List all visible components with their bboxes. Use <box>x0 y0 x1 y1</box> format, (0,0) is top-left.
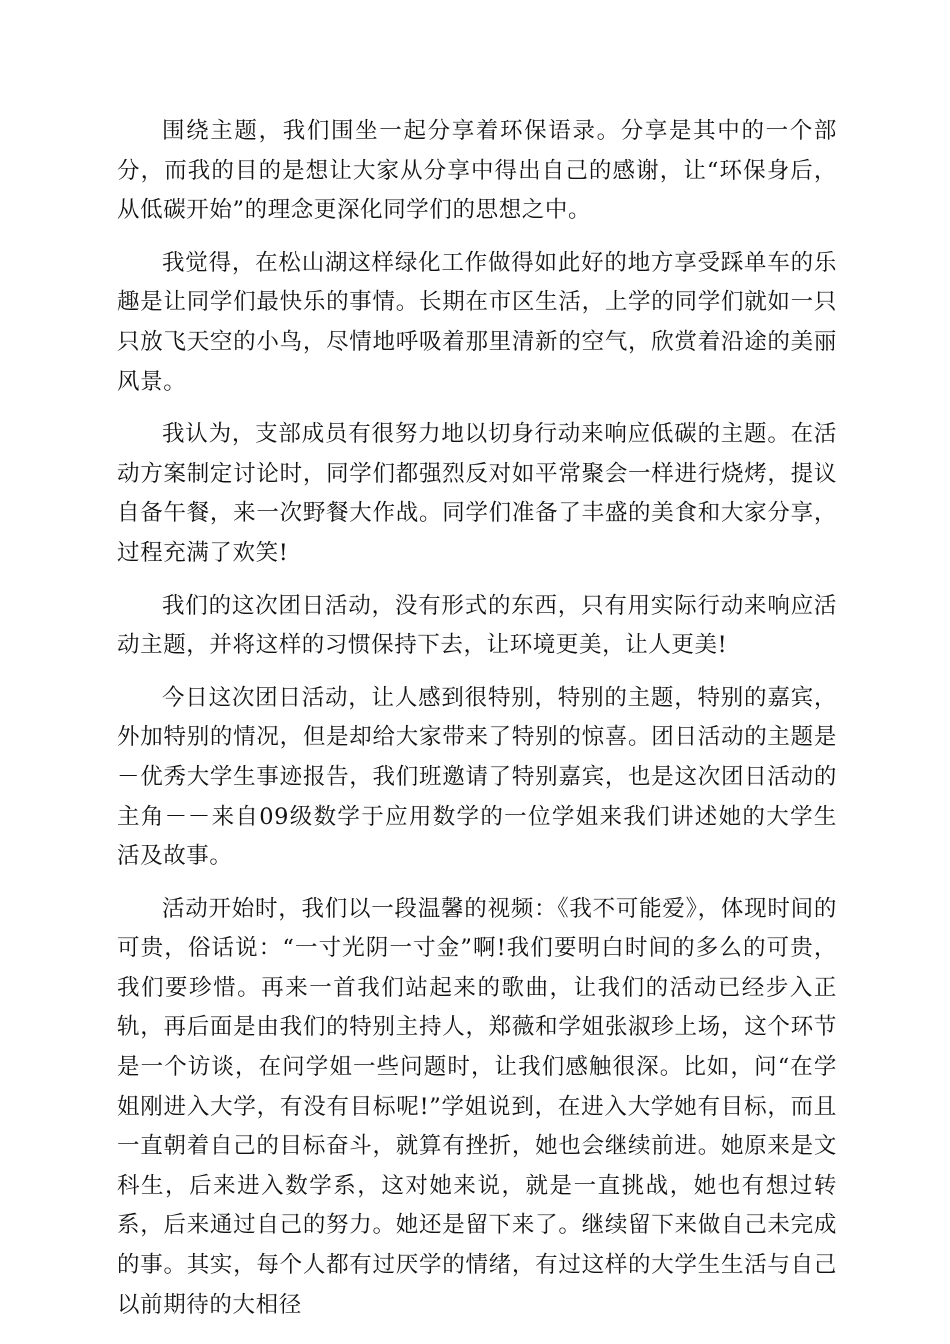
paragraph-4: 我们的这次团日活动，没有形式的东西，只有用实际行动来响应活动主题，并将这样的习惯保持下去，让环境更美，让人更美! <box>117 592 837 659</box>
paragraph-6: 活动开始时，我们以一段温馨的视频：《我不可能爱》，体现时间的可贵，俗话说：“一寸光阴一寸金”啊!我们要明白时间的多么的可贵，我们要珍惜。再来一首我们站起来的歌曲，让我们的活动已经步入正轨，再后面是由我们的特别主持人，郑薇和学姐张淑珍上场，这个环节是一个访谈，在问学姐一些问题时，让我们感触很深。比如，问“在学姐刚进入大学，有没有目标呢!”学姐说到，在进入大学她有目标，而且一直朝着自己的目标奋斗，就算有挫折，她也会继续前进。她原来是文科生，后来进入数学系，这对她来说，就是一直挑战，她也有想过转系，后来通过自己的努力。她还是留下来了。继续留下来做自己未完成的事。其实，每个人都有过厌学的情绪，有过这样的大学生生活与自己以前期待的大相径 <box>117 895 837 1318</box>
paragraph-5: 今日这次团日活动，让人感到很特别，特别的主题，特别的嘉宾，外加特别的情况，但是却给大家带来了特别的惊喜。团日活动的主题是－优秀大学生事迹报告，我们班邀请了特别嘉宾，也是这次团日活动的主角－－来自09级数学于应用数学的一位学姐来我们讲述她的大学生活及故事。 <box>117 684 837 870</box>
paragraph-3: 我认为，支部成员有很努力地以切身行动来响应低碳的主题。在活动方案制定讨论时，同学们都强烈反对如平常聚会一样进行烧烤，提议自备午餐，来一次野餐大作战。同学们准备了丰盛的美食和大家分享，过程充满了欢笑! <box>117 421 837 566</box>
paragraph-2: 我觉得，在松山湖这样绿化工作做得如此好的地方享受踩单车的乐趣是让同学们最快乐的事情。长期在市区生活，上学的同学们就如一只只放飞天空的小鸟，尽情地呼吸着那里清新的空气，欣赏着沿途的美丽风景。 <box>117 249 837 395</box>
document-body <box>117 112 837 1338</box>
paragraph-1: 围绕主题，我们围坐一起分享着环保语录。分享是其中的一个部分，而我的目的是想让大家从分享中得出自己的感谢，让“环保身后，从低碳开始”的理念更深化同学们的思想之中。 <box>117 118 837 224</box>
